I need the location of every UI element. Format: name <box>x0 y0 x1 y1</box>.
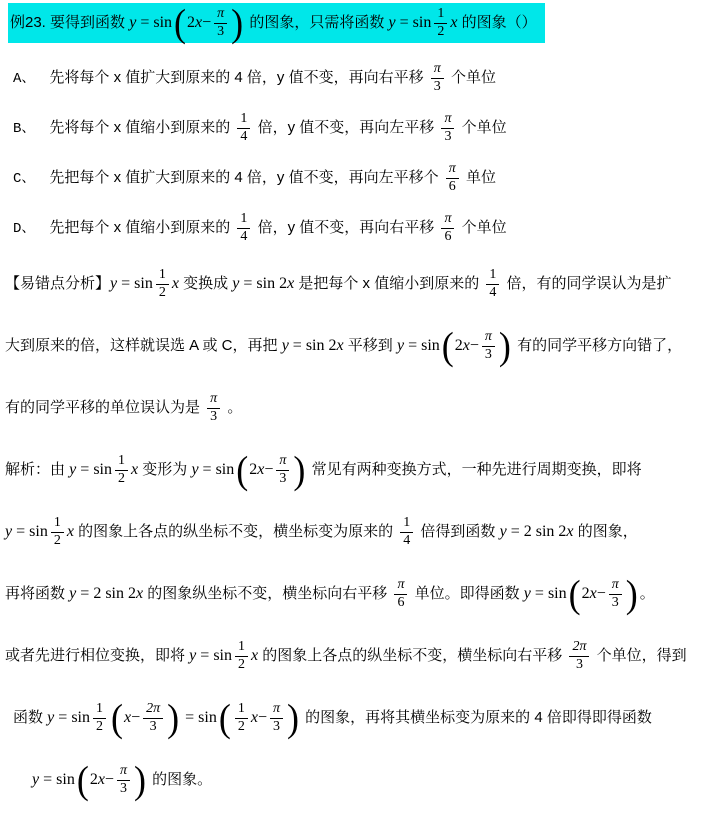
fraction <box>117 763 130 796</box>
close-paren: ) <box>293 447 306 492</box>
fraction-denominator: 3 <box>611 594 619 610</box>
math-operator: = <box>239 275 257 292</box>
fraction-numerator: 1 <box>237 211 250 228</box>
math-roman: sin <box>56 771 75 788</box>
solution-line-4 <box>0 625 701 687</box>
paren-group <box>441 315 512 377</box>
fraction-denominator: 3 <box>210 408 218 424</box>
fraction <box>400 515 413 548</box>
fraction-denominator: 2 <box>117 470 125 486</box>
fraction-numerator: π <box>276 453 289 470</box>
text-run: 倍，有的同学误认为是扩 <box>502 275 672 292</box>
fraction-numerator: π <box>117 763 130 780</box>
solution-line-6 <box>0 749 701 811</box>
text-run: 的图象，只需将函数 <box>245 14 389 31</box>
fraction-numerator: π <box>214 6 227 23</box>
math-operator: = <box>198 461 216 478</box>
math-var: y <box>110 275 118 292</box>
fraction <box>235 701 248 734</box>
close-paren: ) <box>167 695 180 740</box>
fraction <box>434 6 447 39</box>
fraction <box>394 577 407 610</box>
solution-line-5 <box>0 687 701 749</box>
math-var: y <box>32 771 40 788</box>
solution-line-2 <box>0 501 701 563</box>
fraction-denominator: 4 <box>240 228 248 244</box>
fraction <box>486 267 499 300</box>
fraction-denominator: 6 <box>397 594 405 610</box>
fraction-numerator: π <box>431 61 444 78</box>
fraction-numerator: 1 <box>434 6 447 23</box>
math-var: x <box>97 771 105 789</box>
math-var: y <box>499 523 507 540</box>
option-d-label: D、 <box>13 221 36 237</box>
math-var: x <box>287 275 295 292</box>
fraction <box>569 639 589 672</box>
fraction <box>482 329 495 362</box>
math-var: x <box>336 337 344 354</box>
math-var: x <box>130 461 139 478</box>
math-operator: − <box>104 771 114 789</box>
math-roman: sin <box>412 14 432 31</box>
fraction-denominator: 3 <box>272 718 280 734</box>
text-run: 个单位 <box>457 219 507 236</box>
text-run: 平移到 <box>343 337 397 354</box>
fraction-numerator: 1 <box>235 639 248 656</box>
math-var: y <box>396 337 405 354</box>
fraction <box>214 6 227 39</box>
fraction-denominator: 3 <box>575 656 583 672</box>
analysis-line-1 <box>0 253 701 315</box>
fraction-denominator: 2 <box>53 532 61 548</box>
option-b <box>0 103 701 153</box>
fraction-denominator: 4 <box>240 128 248 144</box>
fraction <box>207 391 220 424</box>
text-run: 倍得到函数 <box>416 523 500 540</box>
math-var: x <box>566 523 574 540</box>
open-paren: ( <box>218 695 231 740</box>
math-roman: 2 sin 2 <box>93 585 136 602</box>
text-run: 。 <box>639 585 655 602</box>
text-run: 。 <box>223 399 243 416</box>
math-roman: sin 2 <box>256 275 288 292</box>
text-run: 个单位，得到 <box>592 647 687 664</box>
math-var: y <box>69 585 77 602</box>
fraction-denominator: 3 <box>444 128 452 144</box>
math-roman: 2 <box>581 585 590 603</box>
text-run: 常见有两种变换方式，一种先进行周期变换，即将 <box>307 461 642 478</box>
fraction-numerator: 1 <box>400 515 413 532</box>
options-list <box>0 53 701 253</box>
fraction <box>446 161 459 194</box>
text-run: 单位。即得函数 <box>410 585 524 602</box>
text-run: 倍，y 值不变，再向左平移 <box>253 119 439 136</box>
math-var: x <box>250 709 258 727</box>
math-var: x <box>195 14 203 32</box>
fraction-denominator: 3 <box>433 78 441 94</box>
math-var: x <box>123 709 132 727</box>
fraction-denominator: 6 <box>448 178 456 194</box>
paren-group <box>568 563 639 625</box>
fraction <box>51 515 64 548</box>
math-operator: = <box>196 647 214 664</box>
math-operator: = <box>12 523 30 540</box>
text-run: 或者先进行相位变换，即将 <box>5 647 190 664</box>
text-run: 【易错点分析】 <box>5 275 111 292</box>
math-roman: sin <box>153 14 173 31</box>
math-operator: − <box>202 14 212 32</box>
math-var: y <box>47 709 55 726</box>
open-paren: ( <box>568 571 581 616</box>
math-operator: = <box>506 523 524 540</box>
fraction-denominator: 3 <box>484 346 492 362</box>
option-d-text <box>49 211 507 244</box>
math-roman: 2 <box>187 14 196 32</box>
close-paren: ) <box>498 323 511 368</box>
open-paren: ( <box>236 447 249 492</box>
fraction-numerator: 1 <box>235 701 248 718</box>
fraction <box>115 453 128 486</box>
option-c <box>0 153 701 203</box>
fraction-denominator: 3 <box>119 780 127 796</box>
text-run: 个单位 <box>446 69 496 86</box>
math-var: y <box>388 14 396 31</box>
fraction <box>237 211 250 244</box>
fraction-denominator: 4 <box>489 284 497 300</box>
text-run: 有的同学平移方向错了， <box>512 337 683 354</box>
option-a-text <box>49 61 496 94</box>
math-roman: sin <box>547 585 567 602</box>
problem-title <box>8 0 545 45</box>
text-run: 单位 <box>461 169 496 186</box>
math-operator: − <box>469 337 479 355</box>
math-roman: sin <box>198 709 217 726</box>
math-var: y <box>69 461 77 478</box>
math-roman: 2 <box>249 461 258 479</box>
math-var: x <box>462 337 470 355</box>
solution-line-3 <box>0 563 701 625</box>
text-run: 有的同学平移的单位误认为是 <box>5 399 205 416</box>
fraction-denominator: 4 <box>403 532 411 548</box>
fraction-denominator: 2 <box>158 284 166 300</box>
fraction-numerator: π <box>609 577 622 594</box>
fraction <box>237 111 250 144</box>
math-operator: = <box>181 709 199 726</box>
paren-group <box>76 749 147 811</box>
fraction-denominator: 3 <box>217 23 225 39</box>
math-roman: sin <box>213 647 232 664</box>
text-run: 变形为 <box>138 461 192 478</box>
open-paren: ( <box>76 757 89 802</box>
text-run: 是把每个 x 值缩小到原来的 <box>294 275 484 292</box>
close-paren: ) <box>625 571 638 616</box>
analysis-line-2 <box>0 315 701 377</box>
fraction-numerator: π <box>394 577 407 594</box>
text-run: 倍，y 值不变，再向右平移 <box>253 219 439 236</box>
text-run: 大到原来的倍，这样就误选 A 或 C，再把 <box>5 337 282 354</box>
fraction <box>609 577 622 610</box>
text-run: 的图象，再将其横坐标变为原来的 4 倍即得即得函数 <box>301 709 652 726</box>
text-run: 先将每个 x 值扩大到原来的 4 倍，y 值不变，再向右平移 <box>49 69 428 86</box>
fraction-numerator: 1 <box>93 701 106 718</box>
fraction <box>270 701 283 734</box>
math-roman: sin <box>215 461 235 478</box>
fraction <box>276 453 289 486</box>
math-var: x <box>171 275 179 292</box>
math-roman: 2 sin 2 <box>523 523 567 540</box>
fraction-denominator: 3 <box>279 470 287 486</box>
fraction-numerator: 1 <box>156 267 169 284</box>
fraction-numerator: π <box>441 111 454 128</box>
math-operator: = <box>76 461 94 478</box>
close-paren: ) <box>231 0 244 45</box>
math-operator: − <box>257 709 267 727</box>
text-run: 例23. 要得到函数 <box>10 14 130 31</box>
math-roman: 2 <box>89 771 98 789</box>
math-roman: 2 <box>454 337 463 355</box>
math-var: x <box>589 585 597 603</box>
math-var: y <box>191 461 199 478</box>
text-run: 的图象纵坐标不变，横坐标向右平移 <box>143 585 392 602</box>
fraction <box>156 267 169 300</box>
fraction-numerator: π <box>270 701 283 718</box>
text-run: 的图象。 <box>147 771 213 788</box>
fraction-numerator: 2π <box>569 639 589 656</box>
option-a-label: A、 <box>13 71 36 87</box>
math-var: y <box>523 585 531 602</box>
fraction <box>441 211 454 244</box>
fraction <box>431 61 444 94</box>
paren-group <box>218 687 300 749</box>
option-c-label: C、 <box>13 171 36 187</box>
text-run: 的图象， <box>573 523 638 540</box>
fraction-numerator: 1 <box>486 267 499 284</box>
text-run: 先将每个 x 值缩小到原来的 <box>49 119 235 136</box>
math-var: x <box>250 647 259 664</box>
option-d <box>0 203 701 253</box>
math-var: x <box>135 585 144 602</box>
math-roman: sin 2 <box>305 337 337 354</box>
fraction-numerator: 1 <box>237 111 250 128</box>
math-operator: = <box>404 337 422 354</box>
math-operator: = <box>39 771 57 788</box>
fraction <box>441 111 454 144</box>
text-run: 变换成 <box>178 275 233 292</box>
math-roman: sin <box>71 709 90 726</box>
fraction-denominator: 2 <box>437 23 445 39</box>
fraction-numerator: π <box>441 211 454 228</box>
paren-group <box>235 439 306 501</box>
text-run: 的图象（） <box>457 14 537 31</box>
open-paren: ( <box>110 695 123 740</box>
text-run: 的图象上各点的纵坐标不变，横坐标向右平移 <box>258 647 567 664</box>
math-operator: − <box>131 709 141 727</box>
math-operator: − <box>264 461 274 479</box>
text-run: 解析：由 <box>5 461 70 478</box>
math-operator: = <box>395 14 413 31</box>
math-operator: = <box>530 585 548 602</box>
text-run: 再将函数 <box>5 585 70 602</box>
math-operator: = <box>136 14 154 31</box>
fraction-denominator: 2 <box>237 656 245 672</box>
text-run: 个单位 <box>457 119 507 136</box>
math-var: y <box>189 647 197 664</box>
paren-group <box>110 687 180 749</box>
open-paren: ( <box>174 0 187 45</box>
fraction-denominator: 2 <box>95 718 103 734</box>
math-var: x <box>257 461 265 479</box>
fraction-numerator: 1 <box>115 453 128 470</box>
math-operator: = <box>54 709 72 726</box>
math-var: x <box>450 14 458 31</box>
fraction <box>143 701 163 734</box>
solution-paragraph <box>0 439 701 811</box>
close-paren: ) <box>133 757 146 802</box>
fraction-denominator: 3 <box>149 718 157 734</box>
paren-group <box>173 0 244 45</box>
fraction-denominator: 2 <box>237 718 245 734</box>
fraction-numerator: π <box>207 391 220 408</box>
fraction <box>93 701 106 734</box>
fraction-numerator: 1 <box>51 515 64 532</box>
option-c-text <box>49 161 496 194</box>
open-paren: ( <box>441 323 454 368</box>
close-paren: ) <box>287 695 299 740</box>
analysis-line-3 <box>0 377 701 439</box>
text-run: 先把每个 x 值扩大到原来的 4 倍，y 值不变，再向左平移个 <box>49 169 443 186</box>
math-roman: sin <box>29 523 48 540</box>
text-run: 的图象上各点的纵坐标不变，横坐标变为原来的 <box>73 523 398 540</box>
option-b-label: B、 <box>13 121 36 137</box>
text-run: 先把每个 x 值缩小到原来的 <box>49 219 235 236</box>
option-a <box>0 53 701 103</box>
fraction <box>235 639 248 672</box>
math-operator: = <box>117 275 135 292</box>
math-roman: sin <box>134 275 153 292</box>
fraction-denominator: 6 <box>444 228 452 244</box>
math-var: y <box>129 14 137 31</box>
math-roman: sin <box>421 337 440 354</box>
math-var: y <box>281 337 289 354</box>
math-var: y <box>5 523 13 540</box>
math-var: y <box>232 275 240 292</box>
fraction-numerator: π <box>482 329 495 346</box>
fraction-numerator: 2π <box>143 701 163 718</box>
text-run: 函数 <box>13 709 48 726</box>
math-operator: − <box>596 585 606 603</box>
math-roman: sin <box>93 461 112 478</box>
solution-line-1 <box>0 439 701 501</box>
fraction-numerator: π <box>446 161 459 178</box>
math-var: x <box>66 523 74 540</box>
math-operator: = <box>288 337 306 354</box>
option-b-text <box>49 111 507 144</box>
analysis-paragraph <box>0 253 701 439</box>
math-operator: = <box>76 585 94 602</box>
